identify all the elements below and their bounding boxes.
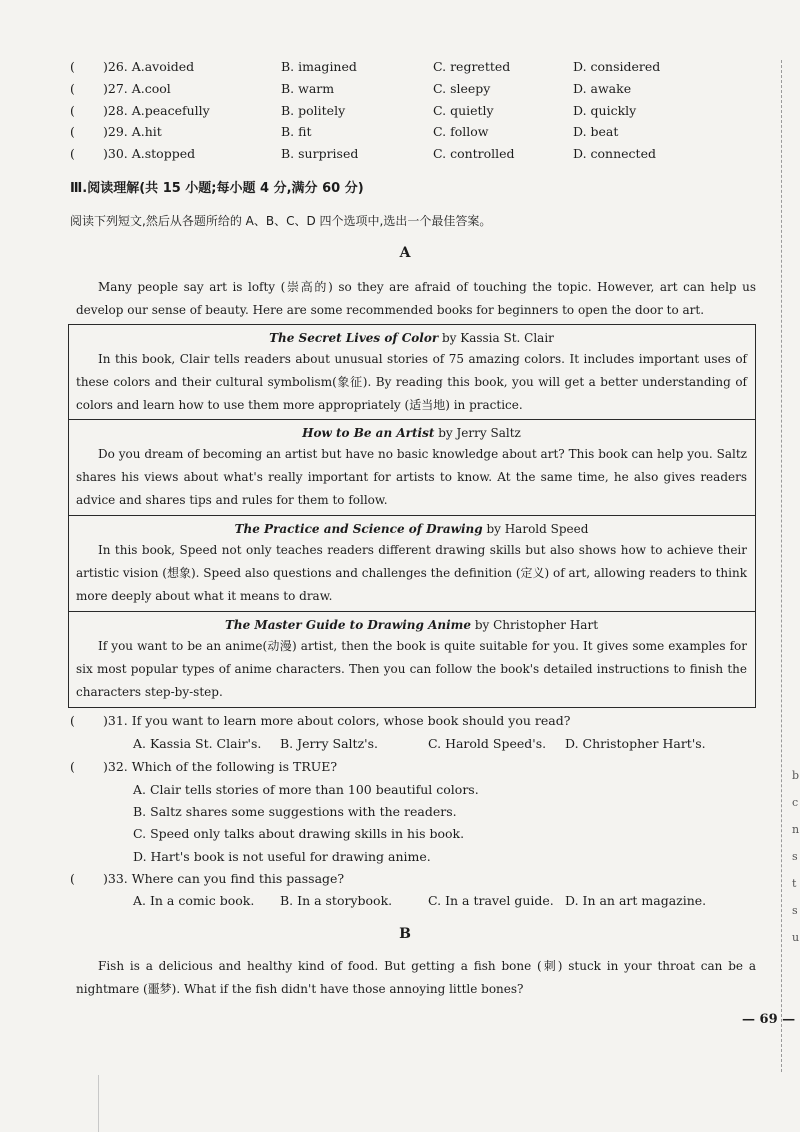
cloze-option-row: ( )29. A.hit B. fit C. follow D. beat xyxy=(70,124,619,139)
book-box xyxy=(68,420,756,516)
book-box xyxy=(68,612,756,708)
answer-choice: C. In a travel guide. xyxy=(428,893,554,908)
answer-choice: A. In a comic book. xyxy=(133,893,255,908)
adjacent-page-fragment: b c n s t s u xyxy=(792,769,800,944)
book-description: In this book, Speed not only teaches readers different drawing skills but also shows how to achieve their artistic vision (想象). Speed also questions and challenges the definition (定义) of art, allowing readers to think more deeply about what it means to draw. xyxy=(76,543,747,603)
section-instructions: 阅读下列短文,然后从各题所给的 A、B、C、D 四个选项中,选出一个最佳答案。 xyxy=(70,214,492,228)
answer-choice: C. Speed only talks about drawing skills in his book. xyxy=(133,826,465,841)
passage-b-intro: Fish is a delicious and healthy kind of food. But getting a fish bone (刺) stuck in your throat can be a nightmare (噩梦). What if the fish didn't have those annoying little bones? xyxy=(76,959,756,996)
book-box xyxy=(68,516,756,612)
answer-choice: C. Harold Speed's. xyxy=(428,736,547,751)
answer-choice: A. Kassia St. Clair's. xyxy=(133,736,262,751)
book-title: The Master Guide to Drawing Anime by Christopher Hart xyxy=(224,618,599,632)
question-stem: ( )31. If you want to learn more about colors, whose book should you read? xyxy=(70,713,571,728)
passage-b-letter: B xyxy=(399,926,411,942)
passage-a-letter: A xyxy=(399,245,411,261)
answer-choice: D. Christopher Hart's. xyxy=(565,736,706,751)
answer-choice: B. Saltz shares some suggestions with the readers. xyxy=(133,804,457,819)
answer-choice: D. In an art magazine. xyxy=(565,893,707,908)
question-stem: ( )33. Where can you find this passage? xyxy=(70,871,345,886)
fold-line xyxy=(781,60,782,1072)
book-description: Do you dream of becoming an artist but have no basic knowledge about art? This book can help you. Saltz shares his views about what's really important for artists to know. At the same time, he also gives readers advice and shares tips and rules for them to follow. xyxy=(76,447,747,507)
book-title: How to Be an Artist by Jerry Saltz xyxy=(302,426,521,440)
left-margin-rule xyxy=(98,1075,99,1132)
answer-choice: B. In a storybook. xyxy=(280,893,393,908)
passage-a-intro: Many people say art is lofty (崇高的) so they are afraid of touching the topic. However, art can help us develop our sense of beauty. Here are some recommended books for beginners to open the door to art. xyxy=(76,280,756,317)
cloze-option-row: ( )27. A.cool B. warm C. sleepy D. awake xyxy=(70,81,632,96)
page-number: — 69 — xyxy=(742,1012,796,1027)
book-box xyxy=(68,324,756,420)
cloze-option-row: ( )26. A.avoided B. imagined C. regretted D. considered xyxy=(70,59,661,74)
book-title: The Practice and Science of Drawing by Harold Speed xyxy=(234,522,589,536)
answer-choice: A. Clair tells stories of more than 100 beautiful colors. xyxy=(133,782,479,797)
answer-choice: D. Hart's book is not useful for drawing anime. xyxy=(133,849,431,864)
cloze-option-row: ( )28. A.peacefully B. politely C. quietly D. quickly xyxy=(70,103,637,118)
book-description: If you want to be an anime(动漫) artist, then the book is quite suitable for you. It gives some examples for six most popular types of anime characters. Then you can follow the book's detailed instructions to finish the characters step-by-step. xyxy=(76,639,747,699)
question-stem: ( )32. Which of the following is TRUE? xyxy=(70,759,338,774)
answer-choice: B. Jerry Saltz's. xyxy=(280,736,378,751)
book-description: In this book, Clair tells readers about unusual stories of 75 amazing colors. It includes important uses of these colors and their cultural symbolism(象征). By reading this book, you will get a better understanding of colors and learn how to use them more appropriately (适当地) in practice. xyxy=(76,352,747,412)
book-title: The Secret Lives of Color by Kassia St. Clair xyxy=(269,331,554,345)
section-heading: Ⅲ.阅读理解(共 15 小题;每小题 4 分,满分 60 分) xyxy=(70,181,364,196)
cloze-option-row: ( )30. A.stopped B. surprised C. controlled D. connected xyxy=(70,146,656,161)
